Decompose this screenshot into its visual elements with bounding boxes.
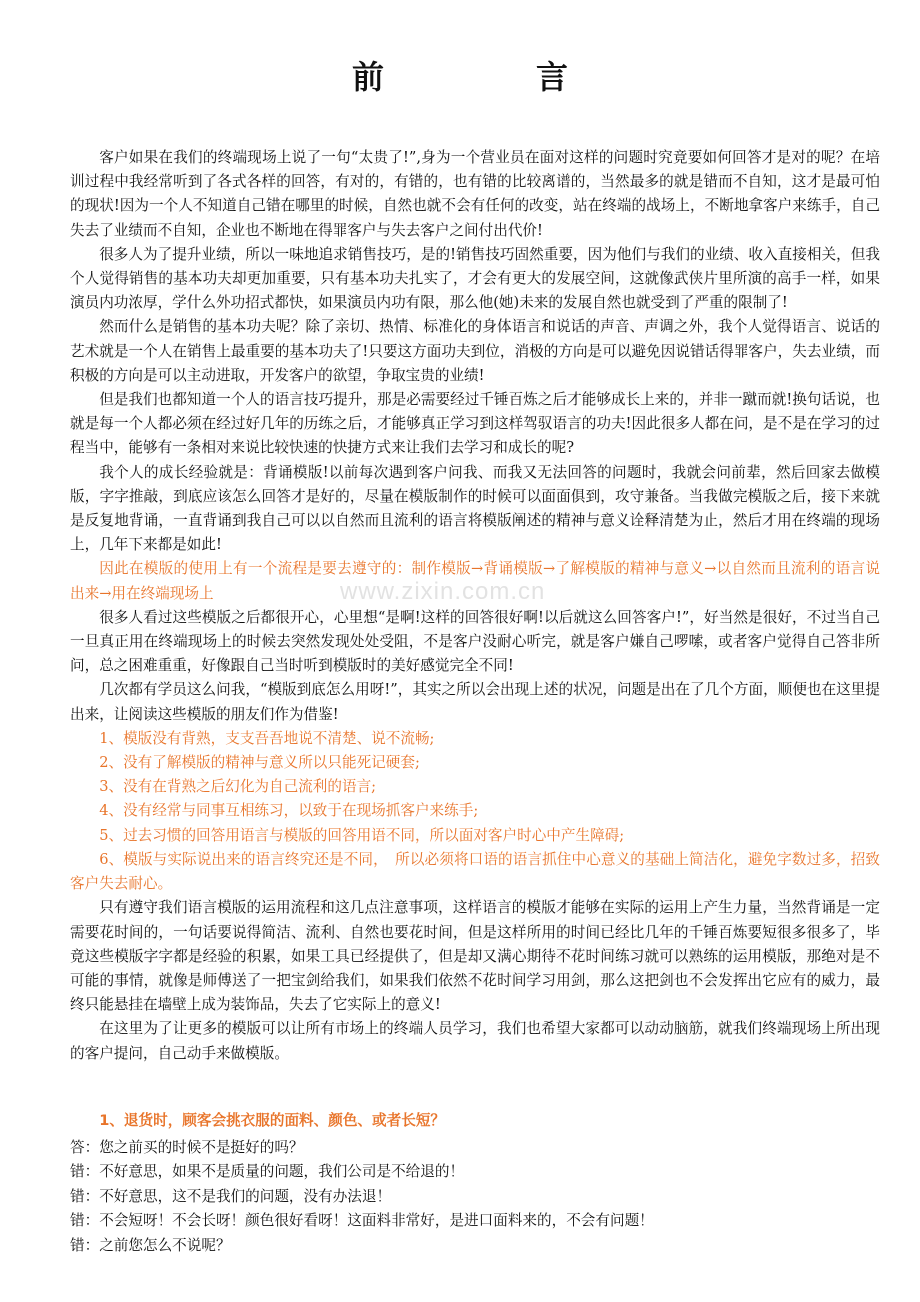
paragraph: 在这里为了让更多的模版可以让所有市场上的终端人员学习，我们也希望大家都可以动动脑筋，就我们终端现场上所出现的客户提问，自己动手来做模版。 <box>70 1020 880 1062</box>
reason-item: 6、模版与实际说出来的语言终究还是不同， 所以必须将口语的语言抓住中心意义的基础上简洁化，避免字数过多，招致客户失去耐心。 <box>70 850 880 893</box>
reason-item: 5、过去习惯的回答用语言与模版的回答用语不同，所以面对客户时心中产生障碍; <box>99 826 625 844</box>
page-title: 前 言 <box>351 58 628 96</box>
paragraph: 只有遵守我们语言模版的运用流程和这几点注意事项，这样语言的模版才能够在实际的运用上产生力量，当然背诵是一定需要花时间的，一句话要说得简洁、流利、自然也要花时间，但是这样所用的时间已经比几年的千锤百炼要短很多很多了，毕竟这些模版字字都是经验的积累，如果工具已经提供了，但是却又满心期待不花时间练习就可以熟练的运用模版，那绝对是不可能的事情，就像是师傅送了一把宝剑给我们，如果我们依然不花时间学习用剑，那么这把剑也不会发挥出它应有的威力，最终只能悬挂在墙壁上成为装饰品，失去了它实际上的意义! <box>70 899 880 1014</box>
watermark: www.zixin.com.cn <box>340 578 546 605</box>
paragraph: 我个人的成长经验就是：背诵模版!以前每次遇到客户问我、而我又无法回答的问题时，我就会问前辈，然后回家去做模版，字字推敲，到底应该怎么回答才是好的，尽量在模版制作的时候可以面面俱到，攻守兼备。当我做完模版之后，接下来就是反复地背诵，一直背诵到我自己可以以自然而且流利的语言将模版阐述的精神与意义诠释清楚为止，然后才用在终端的现场上，几年下来都是如此! <box>70 463 880 554</box>
reason-item: 1、模版没有背熟，支支吾吾地说不清楚、说不流畅; <box>99 729 435 747</box>
qa-line: 错：不好意思，如果不是质量的问题，我们公司是不给退的！ <box>70 1163 465 1180</box>
paragraph: 客户如果在我们的终端现场上说了一句“太贵了!”,身为一个营业员在面对这样的问题时究竟要如何回答才是对的呢？在培训过程中我经常听到了各式各样的回答，有对的，有错的，也有错的比较离谱的，当然最多的就是错而不自知，这才是最可怕的现状!因为一个人不知道自己错在哪里的时候，自然也就不会有任何的改变，站在终端的战场上，不断地拿客户来练手，自己失去了业绩而不自知，企业也不断地在得罪客户与失去客户之间付出代价! <box>70 149 880 239</box>
reason-item: 4、没有经常与同事互相练习，以致于在现场抓客户来练手; <box>99 802 479 820</box>
reason-item: 2、没有了解模版的精神与意义所以只能死记硬套; <box>99 754 420 772</box>
qa-line: 错：不好意思，这不是我们的问题，没有办法退！ <box>70 1187 392 1205</box>
paragraph: 然而什么是销售的基本功夫呢？除了亲切、热情、标准化的身体语言和说话的声音、声调之外，我个人觉得语言、说话的艺术就是一个人在销售上最重要的基本功夫了!只要这方面功夫到位，消极的方向是可以避免因说错话得罪客户，失去业绩，而积极的方向是可以主动进取，开发客户的欲望，争取宝贵的业绩! <box>70 318 880 384</box>
paragraph: 很多人看过这些模版之后都很开心，心里想“是啊!这样的回答很好啊!以后就这么回答客户!”，好当然是很好，不过当自己一旦真正用在终端现场上的时候去突然发现处处受阻，不是客户没耐心听完，就是客户嫌自己啰嗦，或者客户觉得自己答非所问，总之困难重重，好像跟自己当时听到模版时的美好感觉完全不同! <box>70 608 880 675</box>
qa-line: 答：您之前买的时候不是挺好的吗？ <box>70 1138 304 1156</box>
paragraph: 但是我们也都知道一个人的语言技巧提升，那是必需要经过千锤百炼之后才能够成长上来的，并非一蹴而就!换句话说，也就是每一个人都必须在经过好几年的历练之后，才能够真正学习到这样驾驭语言的功夫!因此很多人都在问，是不是在学习的过程当中，能够有一条相对来说比较快速的快捷方式来让我们去学习和成长的呢? <box>70 391 880 457</box>
qa-section <box>70 1109 880 1258</box>
paragraph: 几次都有学员这么问我，“模版到底怎么用呀!”，其实之所以会出现上述的状况，问题是出在了几个方面，顺便也在这里提出来，让阅读这些模版的朋友们作为借鉴! <box>70 681 880 723</box>
preface-body <box>70 146 880 1066</box>
qa-line: 错：之前您怎么不说呢？ <box>70 1236 231 1254</box>
paragraph: 很多人为了提升业绩，所以一味地追求销售技巧，是的!销售技巧固然重要，因为他们与我们的业绩、收入直接相关，但我个人觉得销售的基本功夫却更加重要，只有基本功夫扎实了，才会有更大的发展空间，这就像武侠片里所演的高手一样，如果演员内功浓厚，学什么外功招式都快，如果演员内功有限，那么他(她)未来的发展自然也就受到了严重的限制了! <box>70 245 880 312</box>
highlight-paragraph: 因此在模版的使用上有一个流程是要去遵守的：制作模版→背诵模版→了解模版的精神与意义→以自然而且流利的语言说出来→用在终端现场上 <box>70 560 880 602</box>
reason-item: 3、没有在背熟之后幻化为自己流利的语言; <box>99 778 377 796</box>
qa-line: 错：不会短呀！不会长呀！颜色很好看呀！这面料非常好，是进口面料来的，不会有问题！ <box>70 1212 654 1229</box>
section-heading: 1、退货时，顾客会挑衣服的面料、颜色、或者长短？ <box>99 1112 446 1129</box>
